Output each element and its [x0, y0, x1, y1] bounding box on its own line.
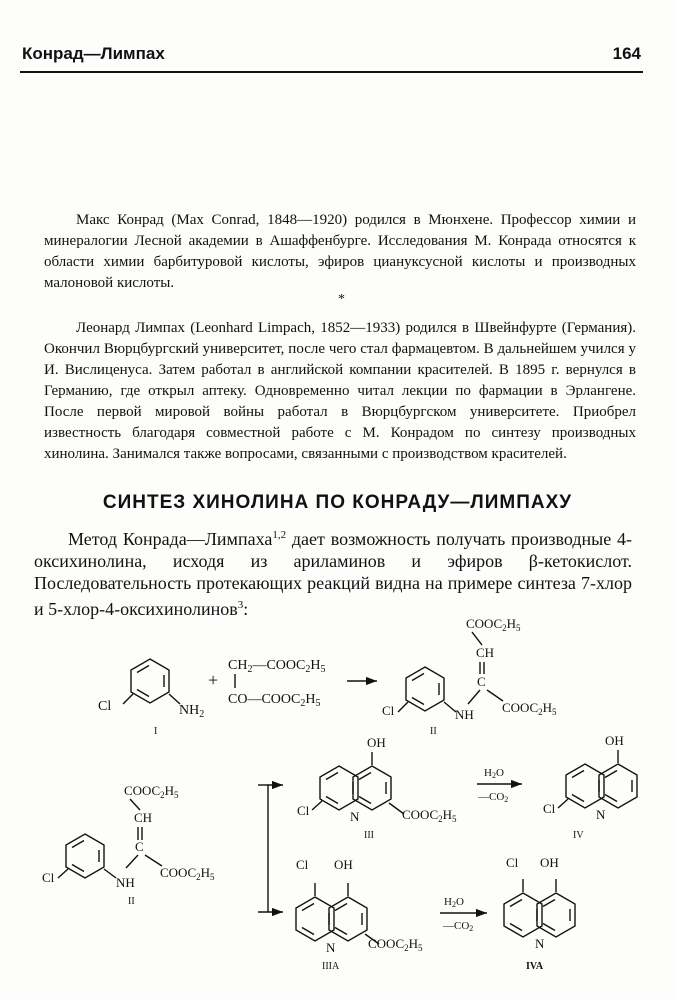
compound-ii-top-ring	[398, 667, 456, 712]
reagent-co-line: $CO—COOC_2H_5$	[228, 692, 321, 709]
ii-top-cl: Cl	[382, 703, 395, 718]
iva-oh: OH	[540, 855, 559, 870]
reagent-water-1: H2O	[484, 767, 504, 780]
separator-star: *	[338, 292, 345, 307]
ii-top-nh: NH	[455, 707, 474, 722]
compound-i-structure	[123, 659, 180, 704]
ii-top-ester: $COOC_2H_5$	[466, 616, 521, 633]
bio-conrad: Макс Конрад (Max Conrad, 1848—1920) родился в Мюнхене. Профессор химии и минералогии Лесной академии в Ашаффенбурге. Исследования М. Конрада относятся к области химии барбитуровой кислоты, эфиров циануксусной кислоты и производных малоновой кислоты.	[44, 212, 636, 291]
iiia-ester: $COOC_2H_5$	[368, 936, 423, 953]
iva-cl: Cl	[506, 855, 519, 870]
compound-label-ii-bottom: II	[128, 896, 135, 907]
iii-oh: OH	[367, 735, 386, 750]
chlorine-label: Cl	[98, 699, 112, 714]
iii-n: N	[350, 809, 360, 824]
page-number: 164	[612, 44, 641, 63]
intro-text-middle: дает возможность получать производные 4-оксихинолина, исходя из ариламинов и эфиров β-кетокислот. Последовательность протекающих реакций видна на примере синтеза 7-хлор и 5-хлор-4-оксихинолинов	[34, 529, 633, 619]
iiia-n: N	[326, 940, 336, 955]
compound-label-ii-top: II	[430, 726, 437, 737]
compound-ii-bottom-ring	[58, 834, 116, 878]
branch-arrow-up	[268, 785, 283, 912]
reagent-co2-2: —CO2	[443, 920, 474, 933]
iii-ester: $COOC_2H_5$	[402, 807, 457, 824]
ii-bottom-cl: Cl	[42, 870, 55, 885]
compound-label-iva: IVA	[526, 961, 544, 972]
bio-limpach: Леонард Лимпах (Leonhard Limpach, 1852—1933) родился в Швейнфурте (Германия). Окончил Вюрцбургский университет, после чего стал фармацевтом. В дальнейшем учился у И. Вислиценуса. Затем работал в английской компании красителей. В 1895 г. вернулся в Германию, где открыл аптеку. Одновременно читал лекции по фармации в Эрлангене. После первой мировой войны работал в Вюрцбургском университете. Приобрел известность благодаря совместной работе с М. Конрадом по синтезу производных хинолина. Занимался также вопросами, связанными с производством красителей.	[44, 320, 636, 462]
iva-n: N	[535, 936, 545, 951]
compound-label-iv: IV	[573, 830, 584, 841]
reagent-ch2-line: $CH_2—COOC_2H_5$	[228, 658, 326, 675]
compound-iv-structure	[558, 750, 637, 808]
compound-iiia-structure	[296, 883, 379, 944]
section-title: СИНТЕЗ ХИНОЛИНА ПО КОНРАДУ—ЛИМПАХУ	[102, 492, 573, 513]
ii-bottom-ester-top: $COOC_2H_5$	[124, 783, 179, 800]
compound-label-iiia: IIIA	[322, 961, 340, 972]
compound-label-iii: III	[364, 830, 374, 841]
footnote-ref-3: 3	[237, 599, 244, 611]
ii-c-label: C	[477, 674, 486, 689]
ii-bottom-c: C	[135, 839, 144, 854]
iiia-cl: Cl	[296, 857, 309, 872]
intro-text-end: :	[243, 599, 249, 619]
iv-n: N	[596, 807, 606, 822]
compound-iii-structure	[312, 752, 404, 814]
compound-label-i: I	[154, 726, 158, 737]
reagent-water-2: H2O	[444, 896, 464, 909]
ii-bottom-ch: CH	[134, 810, 153, 825]
ii-side-ester: $COOC_2H_5$	[502, 700, 557, 717]
amino-group-label: $NH_2$	[179, 703, 205, 720]
intro-text-start: Метод Конрада—Лимпаха	[68, 529, 273, 549]
plus-sign: +	[208, 670, 219, 690]
compound-iva-structure	[504, 879, 575, 937]
ii-bottom-nh: NH	[116, 875, 135, 890]
iv-oh: OH	[605, 733, 624, 748]
footnote-ref: 1,2	[272, 529, 287, 541]
running-title: Конрад—Лимпах	[22, 44, 165, 63]
ii-ch-label: CH	[476, 645, 495, 660]
iv-cl: Cl	[543, 801, 556, 816]
iiia-oh: OH	[334, 857, 353, 872]
ii-bottom-side-ester: $COOC_2H_5$	[160, 865, 215, 882]
iii-cl: Cl	[297, 803, 310, 818]
reagent-co2-1: —CO2	[478, 791, 509, 804]
